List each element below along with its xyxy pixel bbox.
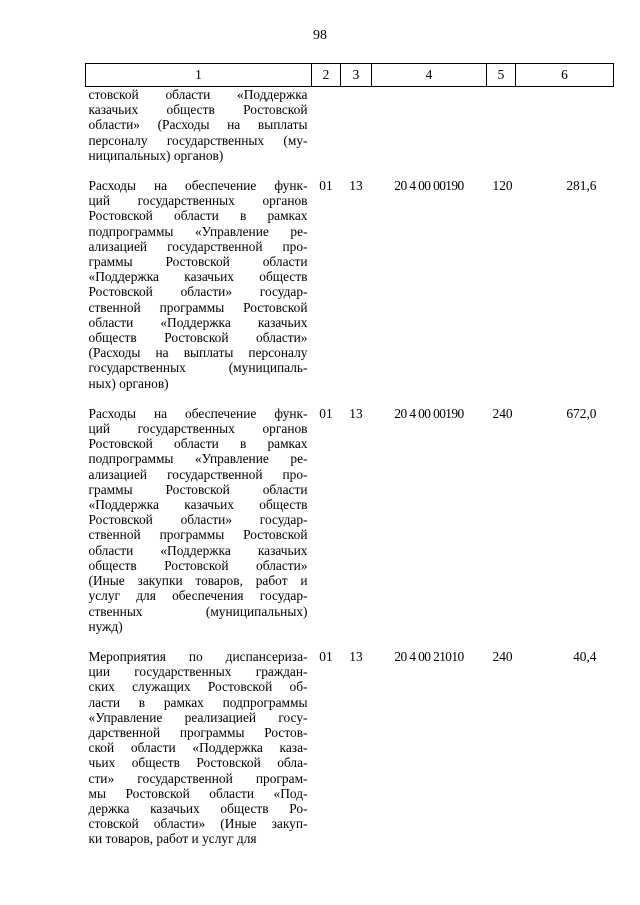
description-line: ализацией государственной про-	[88, 466, 308, 482]
header-col-3: 3	[341, 64, 372, 87]
description-line: Ростовской области» государ-	[88, 512, 308, 528]
header-col-6: 6	[516, 64, 614, 87]
description-line: дарственной программы Ростов-	[88, 724, 308, 740]
description-line: ных) органов)	[88, 375, 169, 391]
description-line: области» (Расходы на выплаты	[88, 117, 308, 133]
description-line: Ростовской области» государ-	[88, 284, 308, 300]
subsection-code	[341, 87, 372, 179]
description-line: ализацией государственной про-	[88, 238, 308, 254]
header-col-2: 2	[312, 64, 341, 87]
row-description	[86, 178, 312, 406]
description-line: «Поддержка казачьих обществ	[88, 497, 308, 513]
description-line: граммы Ростовской области	[88, 254, 308, 270]
amount-value: 672,0	[566, 405, 597, 421]
description-line: «Управление реализацией госу-	[88, 709, 308, 725]
description-line: нужд)	[88, 618, 123, 634]
header-col-4: 4	[372, 64, 487, 87]
table-row	[86, 178, 614, 406]
section-code: 01	[319, 405, 333, 421]
description-line: держка казачьих обществ Ро-	[88, 800, 308, 816]
table-header	[86, 64, 614, 87]
description-line: обществ Ростовской области»	[88, 330, 308, 346]
budget-table	[85, 63, 614, 862]
description-line: ниципальных) органов)	[88, 147, 224, 163]
description-line: Расходы на обеспечение функ-	[88, 178, 308, 194]
description-line: чьих обществ Ростовской обла-	[88, 755, 308, 771]
description-line: ственной программы Ростовской	[88, 299, 308, 315]
description-line: «Поддержка казачьих обществ	[88, 269, 308, 285]
description-line: области «Поддержка казачьих	[88, 314, 308, 330]
description-line: Ростовской области в рамках	[88, 208, 308, 224]
description-line: ской области «Поддержка каза-	[88, 740, 308, 756]
description-line: государственных (муниципаль-	[88, 360, 308, 376]
description-line: ских служащих Ростовской об-	[88, 679, 308, 695]
header-col-5: 5	[487, 64, 516, 87]
description-line: мы Ростовской области «Под-	[88, 785, 308, 801]
amount-value: 40,4	[573, 648, 597, 664]
row-description	[86, 87, 312, 179]
subsection-code: 13	[349, 405, 363, 421]
expense-type-code: 120	[492, 178, 513, 194]
description-line: услуг для обеспечения государ-	[88, 588, 308, 604]
description-line: стовской области «Поддержка	[88, 87, 308, 102]
description-line: граммы Ростовской области	[88, 481, 308, 497]
description-line: ственных (муниципальных)	[88, 603, 308, 619]
description-line: ласти в рамках подпрограммы	[88, 694, 308, 710]
table-row	[86, 649, 614, 862]
description-line: ций государственных органов	[88, 193, 308, 209]
description-line: Ростовской области в рамках	[88, 436, 308, 452]
header-col-1: 1	[86, 64, 312, 87]
target-article-code: 20 4 00 00190	[394, 405, 464, 421]
expense-type-code: 240	[492, 648, 513, 664]
expense-type-code: 240	[492, 405, 513, 421]
description-line: персоналу государственных (му-	[88, 132, 308, 148]
description-line: подпрограммы «Управление ре-	[88, 451, 308, 467]
description-line: области «Поддержка казачьих	[88, 542, 308, 558]
description-line: ций государственных органов	[88, 421, 308, 437]
row-description	[86, 649, 312, 862]
description-line: (Расходы на выплаты персоналу	[88, 345, 308, 361]
subsection-code: 13	[349, 178, 363, 194]
description-line: ственной программы Ростовской	[88, 527, 308, 543]
target-article-code	[372, 87, 487, 179]
description-line: Мероприятия по диспансериза-	[88, 648, 308, 664]
description-line: подпрограммы «Управление ре-	[88, 223, 308, 239]
description-line: (Иные закупки товаров, работ и	[88, 573, 308, 589]
description-line: обществ Ростовской области»	[88, 557, 308, 573]
row-description	[86, 406, 312, 649]
description-line: ки товаров, работ и услуг для	[88, 831, 257, 847]
target-article-code: 20 4 00 21010	[394, 648, 464, 664]
description-line: стовской области» (Иные закуп-	[88, 816, 308, 832]
target-article-code: 20 4 00 00190	[394, 178, 464, 194]
description-line: ции государственных граждан-	[88, 664, 308, 680]
section-code	[312, 87, 341, 179]
amount-value: 281,6	[566, 178, 597, 194]
amount-value	[516, 87, 614, 179]
description-line: Расходы на обеспечение функ-	[88, 405, 308, 421]
section-code: 01	[319, 648, 333, 664]
subsection-code: 13	[349, 648, 363, 664]
description-line: казачьих обществ Ростовской	[88, 102, 308, 118]
table-body	[86, 87, 614, 862]
table-row	[86, 406, 614, 649]
page-number: 98	[313, 28, 327, 43]
section-code: 01	[319, 178, 333, 194]
expense-type-code	[487, 87, 516, 179]
description-line: сти» государственной програм-	[88, 770, 308, 786]
table-row	[86, 87, 614, 179]
